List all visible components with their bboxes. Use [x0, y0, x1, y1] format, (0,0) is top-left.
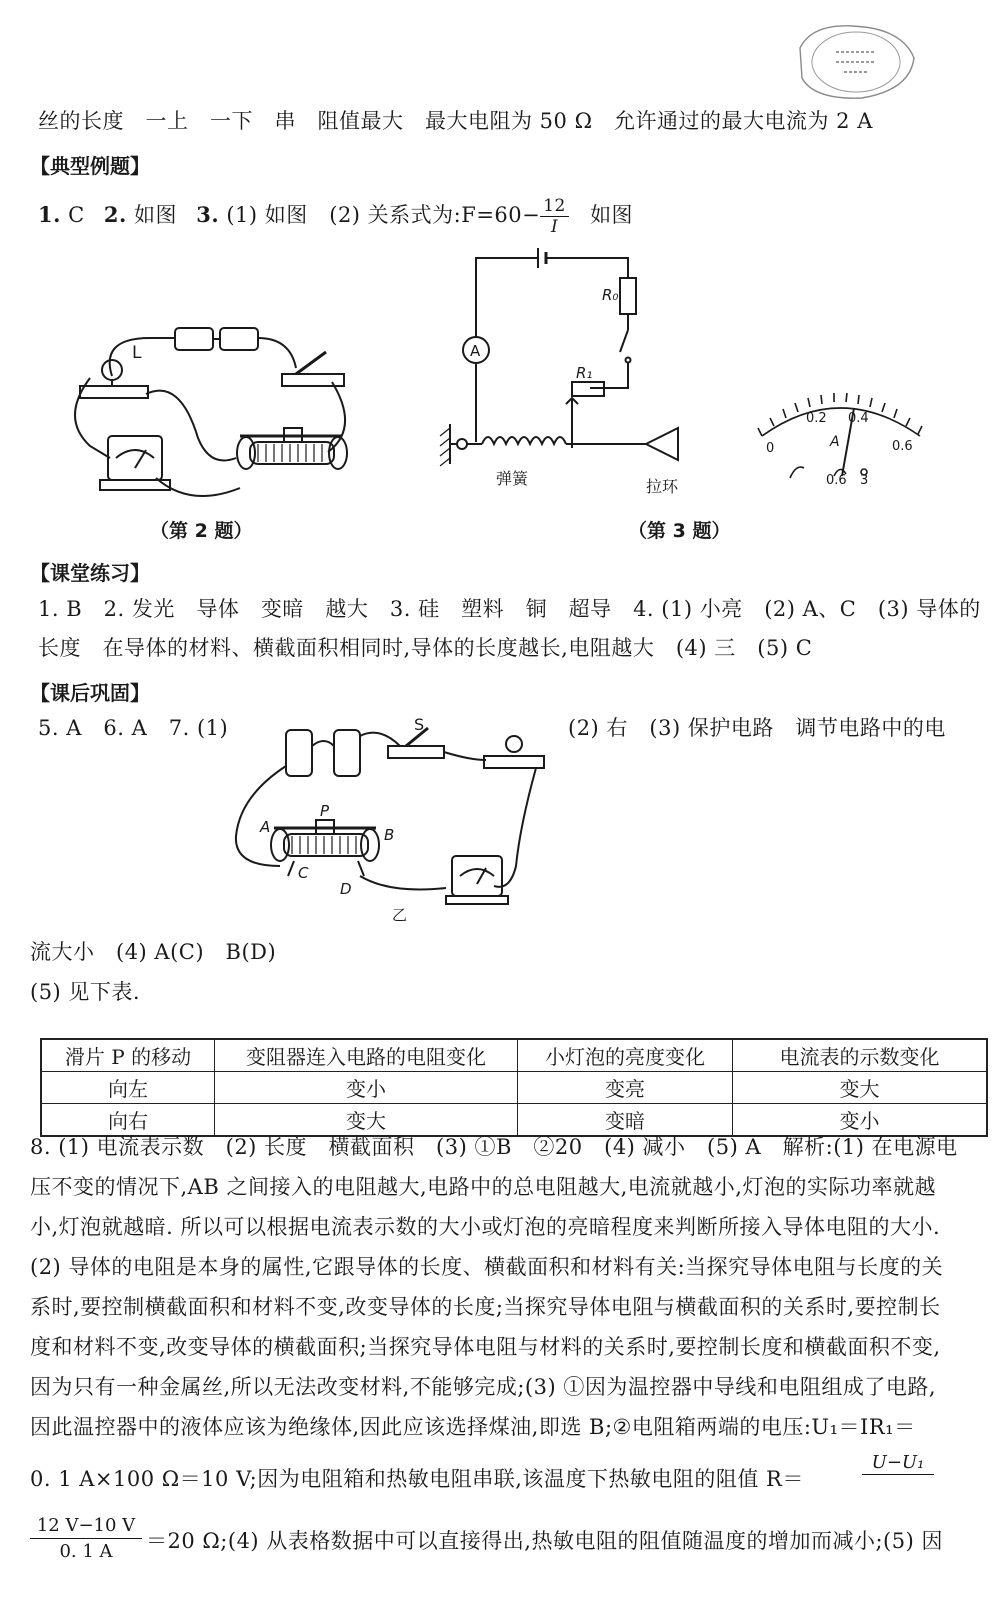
- q3-number: 3.: [196, 202, 220, 227]
- lamp-label: L: [132, 343, 142, 363]
- answer-line-flow: 流大小 (4) A(C) B(D): [30, 940, 277, 964]
- slider-p: P: [320, 802, 330, 820]
- dial-tick-0: 0: [766, 441, 775, 456]
- q8-line-3: 小,灯泡就越暗. 所以可以根据电流表示数的大小或灯泡的亮暗程度来判断所接入导体电阻的大小.: [30, 1215, 941, 1239]
- terminal-0-6: 0.6: [826, 473, 847, 488]
- q8-line-7: 因为只有一种金属丝,所以无法改变材料,不能够完成;(3) ①因为温控器中导线和电阻组成了电路,: [30, 1375, 937, 1399]
- ammeter-dial: [750, 380, 930, 495]
- label-r0: R₀: [602, 286, 619, 304]
- rheostat-terminal-c: C: [298, 864, 309, 882]
- q2-answer: 如图: [134, 203, 178, 227]
- q3-fraction: [540, 196, 569, 237]
- table-header-cell: 滑片 P 的移动: [41, 1039, 215, 1072]
- rheostat-terminal-d: D: [340, 880, 352, 898]
- figure-7-circuit: [220, 716, 560, 926]
- label-spring: 弹簧: [496, 469, 529, 488]
- after-class-answers: 5. A 6. A 7. (1): [38, 716, 229, 740]
- dial-tick-0-6: 0.6: [892, 439, 913, 454]
- q8-fraction2-numerator: 12 V−10 V: [30, 1514, 142, 1539]
- section-heading-after-class: 【课后巩固】: [30, 681, 150, 705]
- figure-label-yi: 乙: [392, 906, 408, 924]
- table-cell: 变大: [733, 1072, 988, 1104]
- switch-label-s: S: [414, 716, 425, 734]
- terminal-3: 3: [860, 473, 869, 488]
- q8-line-9: 0. 1 A×100 Ω＝10 V;因为电阻箱和热敏电阻串联,该温度下热敏电阻的阻值 R＝: [30, 1467, 804, 1491]
- q8-fraction2-denominator: 0. 1 A: [59, 1541, 113, 1562]
- label-r1: R₁: [576, 364, 593, 382]
- q8-line-1: 8. (1) 电流表示数 (2) 长度 横截面积 (3) ①B ②20 (4) 减小 (5) A 解析:(1) 在电源电: [30, 1135, 958, 1159]
- q8-line-6: 度和材料不变,改变导体的横截面积;当探究导体电阻与材料的关系时,要控制长度和横截面积不变,: [30, 1335, 941, 1359]
- figure-2-circuit: [60, 318, 360, 516]
- after-class-answers-right: (2) 右 (3) 保护电路 调节电路中的电: [568, 716, 946, 740]
- table-cell: 变暗: [518, 1104, 733, 1137]
- table-cell: 变大: [215, 1104, 518, 1137]
- q3-tail: 如图: [590, 203, 634, 227]
- q3-fraction-numerator: 12: [540, 196, 569, 217]
- dial-tick-0-4: 0.4: [848, 411, 869, 426]
- answer-line-top: 丝的长度 一上 一下 串 阻值最大 最大电阻为 50 Ω 允许通过的最大电流为 2 A: [38, 109, 873, 133]
- stamp-seal: [792, 18, 920, 104]
- table-cell: 向右: [41, 1104, 215, 1137]
- result-table: [40, 1038, 988, 1137]
- table-row: [41, 1072, 987, 1104]
- ammeter-symbol-label: A: [470, 342, 481, 360]
- q8-line-10: ＝20 Ω;(4) 从表格数据中可以直接得出,热敏电阻的阻值随温度的增加而减小;(5) 因: [146, 1529, 943, 1553]
- class-practice-line-1: 1. B 2. 发光 导体 变暗 越大 3. 硅 塑料 铜 超导 4. (1) 小亮 (2) A、C (3) 导体的: [38, 597, 981, 621]
- rheostat-end-a: A: [260, 818, 271, 836]
- table-header-cell: 小灯泡的亮度变化: [518, 1039, 733, 1072]
- table-cell: 变小: [215, 1072, 518, 1104]
- q2-number: 2.: [103, 202, 127, 227]
- section-heading-class-practice: 【课堂练习】: [30, 561, 150, 585]
- figure-3-caption: （第 3 题）: [628, 520, 731, 542]
- q8-fraction-numerator: U−U₁: [862, 1452, 934, 1475]
- figure-2-caption: （第 2 题）: [150, 520, 253, 542]
- label-pull-ring: 拉环: [646, 477, 679, 496]
- rheostat-end-b: B: [384, 826, 395, 844]
- typical-answers-line: [38, 196, 633, 237]
- q8-line-8: 因此温控器中的液体应该为绝缘体,因此应该选择煤油,即选 B;②电阻箱两端的电压:U₁＝IR₁＝: [30, 1415, 916, 1439]
- class-practice-line-2: 长度 在导体的材料、横截面积相同时,导体的长度越长,电阻越大 (4) 三 (5) C: [38, 636, 813, 660]
- q8-line-5: 系时,要控制横截面积和材料不变,改变导体的长度;当探究导体电阻与横截面积的关系时,要控制长: [30, 1295, 941, 1319]
- table-header-cell: 电流表的示数变化: [733, 1039, 988, 1072]
- dial-unit-a: A: [830, 434, 840, 450]
- table-cell: 变亮: [518, 1072, 733, 1104]
- table-header-cell: 变阻器连入电路的电阻变化: [215, 1039, 518, 1072]
- table-cell: 变小: [733, 1104, 988, 1137]
- answer-line-see-table: (5) 见下表.: [30, 980, 141, 1004]
- q8-line-4: (2) 导体的电阻是本身的属性,它跟导体的长度、横截面积和材料有关:当探究导体电阻与长度的关: [30, 1255, 944, 1279]
- q1-answer: C: [68, 203, 85, 227]
- q1-number: 1.: [38, 202, 61, 227]
- q8-line-2: 压不变的情况下,AB 之间接入的电阻越大,电路中的总电阻越大,电流就越小,灯泡的实际功率就越: [30, 1175, 936, 1199]
- q3-text: (1) 如图 (2) 关系式为:F=60−: [226, 203, 541, 227]
- dial-tick-0-2: 0.2: [806, 411, 827, 426]
- table-cell: 向左: [41, 1072, 215, 1104]
- section-heading-typical-examples: 【典型例题】: [30, 154, 150, 178]
- figure-3-schematic: [430, 248, 720, 498]
- q3-fraction-denominator: I: [550, 217, 559, 237]
- table-header-row: [41, 1039, 987, 1072]
